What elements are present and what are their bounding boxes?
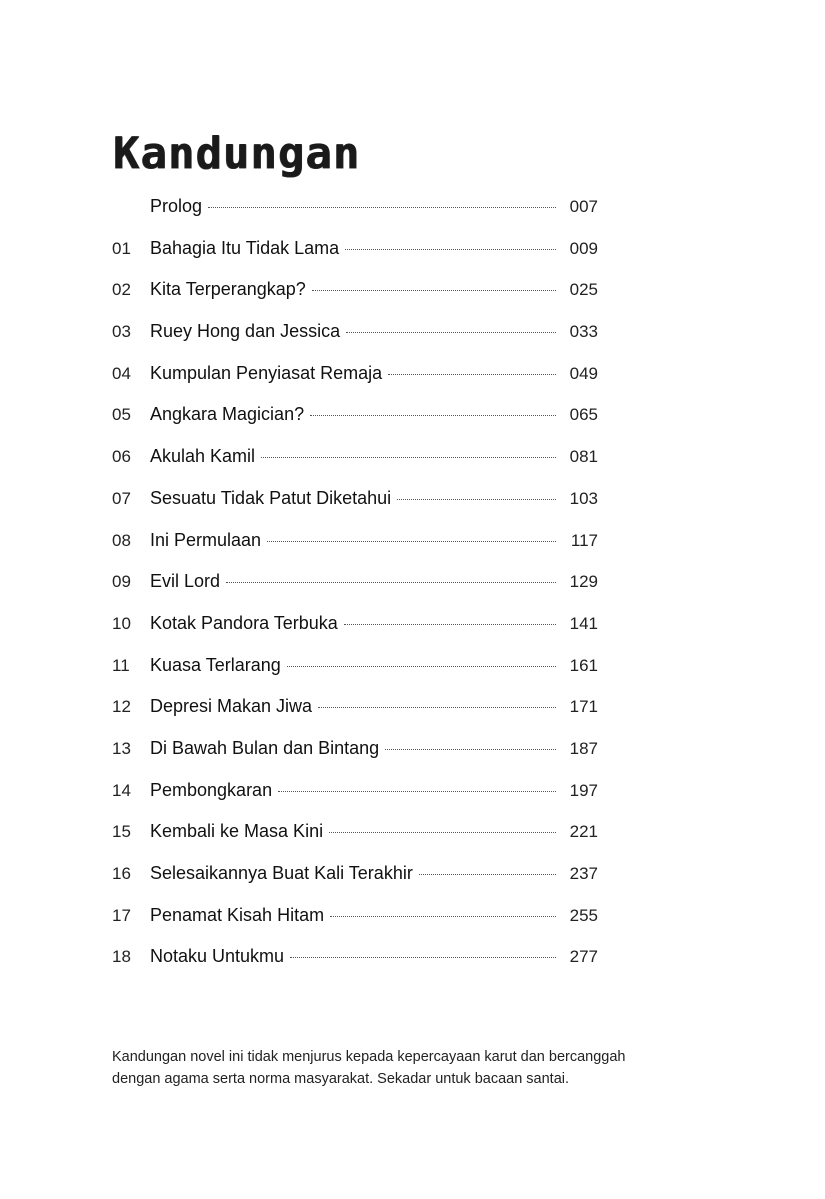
- toc-chapter-title: Ruey Hong dan Jessica: [150, 321, 341, 342]
- toc-dotted-leader: [290, 957, 556, 958]
- toc-chapter-number: 03: [112, 322, 131, 342]
- toc-chapter-number: 16: [112, 864, 131, 883]
- toc-entry: [112, 863, 598, 905]
- toc-chapter-number: 12: [112, 697, 131, 717]
- toc-entry: [112, 780, 598, 822]
- toc-entry: [112, 905, 598, 947]
- toc-page-number: 237: [569, 864, 598, 883]
- toc-page-number: 103: [569, 488, 598, 508]
- toc-chapter-title: Kita Terperangkap?: [150, 279, 306, 300]
- toc-chapter-title: Kembali ke Masa Kini: [150, 821, 324, 842]
- toc-dotted-leader: [278, 791, 556, 792]
- toc-chapter-title: Bahagia Itu Tidak Lama: [150, 237, 340, 258]
- toc-page-number: 033: [569, 322, 598, 342]
- toc-dotted-leader: [388, 374, 556, 375]
- toc-chapter-title: Depresi Makan Jiwa: [150, 696, 313, 717]
- toc-dotted-leader: [329, 832, 556, 833]
- toc-chapter-title: Pembongkaran: [150, 779, 273, 800]
- toc-entry: [112, 655, 598, 697]
- toc-entry: [112, 488, 598, 530]
- toc-chapter-title: Prolog: [150, 196, 203, 216]
- toc-chapter-title: Selesaikannya Buat Kali Terakhir: [150, 863, 413, 883]
- toc-dotted-leader: [330, 916, 556, 917]
- disclaimer-line-2: dengan agama serta norma masyarakat. Sekadar untuk bacaan santai.: [112, 1071, 570, 1087]
- toc-page-number: 049: [569, 363, 598, 383]
- toc-chapter-number: 13: [112, 738, 131, 758]
- toc-entry: [112, 404, 598, 446]
- toc-page-number: 081: [569, 447, 598, 467]
- toc-dotted-leader: [310, 415, 556, 416]
- toc-dotted-leader: [419, 874, 556, 875]
- toc-dotted-leader: [344, 624, 556, 625]
- toc-page-number: 197: [569, 780, 598, 800]
- toc-entry: [112, 696, 598, 738]
- toc-entry: [112, 279, 598, 321]
- toc-chapter-number: 14: [112, 780, 131, 800]
- toc-chapter-title: Akulah Kamil: [150, 446, 256, 467]
- toc-entry: [112, 446, 598, 488]
- toc-entry: [112, 196, 598, 238]
- toc-dotted-leader: [397, 499, 556, 500]
- toc-page-number: 141: [569, 613, 598, 633]
- toc-entry: [112, 946, 598, 988]
- toc-dotted-leader: [261, 457, 556, 458]
- toc-dotted-leader: [346, 332, 556, 333]
- page-title: Kandungan: [113, 128, 361, 179]
- toc-chapter-number: 02: [112, 280, 131, 300]
- toc-chapter-title: Kuasa Terlarang: [150, 654, 281, 675]
- toc-chapter-title: Angkara Magician?: [150, 404, 305, 425]
- toc-chapter-number: 01: [112, 238, 131, 258]
- toc-dotted-leader: [312, 290, 556, 291]
- toc-chapter-number: 11: [112, 655, 130, 675]
- toc-chapter-title: Di Bawah Bulan dan Bintang: [150, 737, 380, 758]
- toc-entry: [112, 738, 598, 780]
- toc-dotted-leader: [385, 749, 556, 750]
- toc-page-number: 277: [569, 947, 598, 967]
- toc-chapter-number: 06: [112, 447, 131, 467]
- table-of-contents: [112, 196, 598, 988]
- disclaimer-note: [112, 1046, 712, 1090]
- toc-page-number: 161: [569, 655, 598, 675]
- toc-chapter-title: Notaku Untukmu: [150, 946, 285, 967]
- toc-entry: [112, 613, 598, 655]
- toc-page-number: 009: [569, 238, 598, 258]
- toc-page-number: 255: [569, 905, 598, 925]
- toc-dotted-leader: [208, 207, 556, 208]
- toc-page-number: 065: [569, 405, 598, 425]
- toc-entry: [112, 821, 598, 863]
- toc-chapter-number: 15: [112, 822, 131, 842]
- toc-chapter-title: Penamat Kisah Hitam: [150, 904, 325, 925]
- disclaimer-line-1: Kandungan novel ini tidak menjurus kepada kepercayaan karut dan bercanggah: [112, 1049, 626, 1065]
- toc-dotted-leader: [318, 707, 556, 708]
- toc-chapter-number: 18: [112, 947, 131, 967]
- toc-chapter-number: 07: [112, 488, 131, 508]
- toc-chapter-number: 17: [112, 905, 131, 925]
- toc-page-number: 117: [570, 530, 598, 550]
- toc-chapter-number: 08: [112, 530, 131, 550]
- toc-chapter-number: 05: [112, 405, 131, 425]
- toc-chapter-number: 10: [112, 613, 131, 633]
- toc-entry: [112, 321, 598, 363]
- toc-chapter-title: Kotak Pandora Terbuka: [150, 612, 338, 633]
- toc-page-number: 025: [569, 280, 598, 300]
- toc-page-number: 187: [569, 738, 598, 758]
- toc-page-number: 221: [569, 822, 598, 842]
- toc-page-number: 171: [569, 697, 598, 717]
- toc-entry: [112, 571, 598, 613]
- toc-dotted-leader: [345, 249, 556, 250]
- toc-page-number: 129: [569, 572, 598, 592]
- toc-chapter-title: Sesuatu Tidak Patut Diketahui: [150, 487, 392, 508]
- toc-entry: [112, 530, 598, 572]
- toc-page-number: 007: [569, 197, 598, 216]
- toc-chapter-title: Kumpulan Penyiasat Remaja: [150, 362, 383, 383]
- toc-chapter-title: Evil Lord: [150, 571, 221, 592]
- toc-entry: [112, 238, 598, 280]
- toc-chapter-number: 09: [112, 572, 131, 592]
- toc-dotted-leader: [226, 582, 556, 583]
- toc-dotted-leader: [287, 666, 556, 667]
- toc-dotted-leader: [267, 541, 556, 542]
- toc-chapter-title: Ini Permulaan: [150, 529, 262, 550]
- toc-entry: [112, 363, 598, 405]
- toc-chapter-number: 04: [112, 363, 131, 383]
